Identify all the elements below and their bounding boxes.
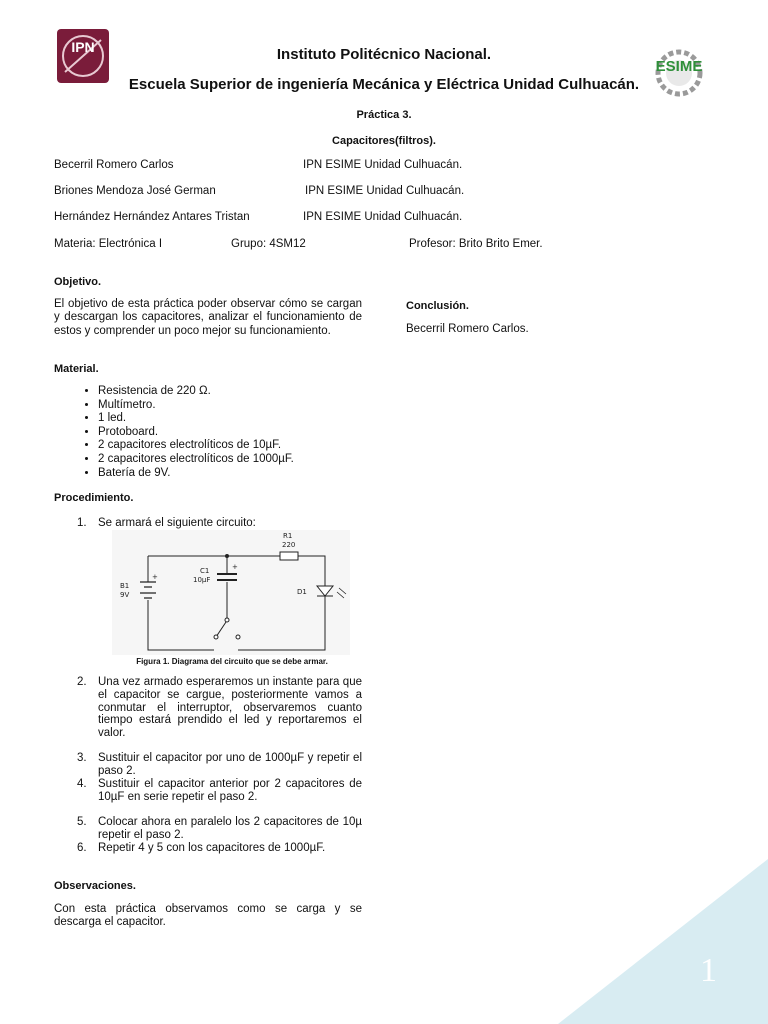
material-heading: Material. [54, 363, 99, 375]
resistor-value-label: 220 [282, 541, 296, 549]
figure-caption: Figura 1. Diagrama del circuito que se debe armar. [136, 657, 328, 666]
author-affiliation: IPN ESIME Unidad Culhuacán. [303, 159, 463, 171]
step-number: 5. [77, 816, 87, 828]
switch-contact [225, 618, 229, 622]
step-text: Repetir 4 y 5 con los capacitores de 1000µF. [98, 842, 326, 854]
procedure-heading: Procedimiento. [54, 492, 134, 504]
list-item: • Multímetro. [98, 399, 374, 413]
switch-contact [236, 635, 240, 639]
step-text: Una vez armado esperaremos un instante para que el capacitor se cargue, posteriormente vamos a conmutar el interruptor, observaremos cuanto tiempo estará prendido el led y reportaremos el valor. [98, 676, 362, 740]
list-item: • 1 led. [98, 412, 374, 426]
step-text: Sustituir el capacitor por uno de 1000µF y repetir el paso 2. [98, 752, 362, 777]
conclusion-text: Becerril Romero Carlos. [406, 323, 529, 335]
list-item: • Protoboard. [98, 426, 374, 440]
step-text: Se armará el siguiente circuito: [98, 517, 256, 529]
professor: Profesor: Brito Brito Emer. [409, 238, 543, 250]
battery-name-label: B1 [120, 582, 130, 590]
observations-text: Con esta práctica observamos como se carga y se descarga el capacitor. [54, 903, 362, 929]
step-number: 1. [77, 517, 87, 529]
step-text: Sustituir el capacitor anterior por 2 capacitores de 10µF en serie repetir el paso 2. [98, 778, 362, 803]
capacitor-plus-label: + [232, 563, 238, 571]
circuit-diagram [112, 530, 350, 655]
battery-value-label: 9V [120, 591, 130, 599]
esime-logo-text: ESIME [655, 58, 703, 75]
author-name: Briones Mendoza José German [54, 185, 216, 197]
step-number: 3. [77, 752, 87, 764]
resistor-r1 [280, 552, 298, 560]
step-number: 6. [77, 842, 87, 854]
author-name: Hernández Hernández Antares Tristan [54, 211, 250, 223]
step-text: Colocar ahora en paralelo los 2 capacitores de 10µ repetir el paso 2. [98, 816, 362, 841]
objective-text: El objetivo de esta práctica poder observar cómo se cargan y descargan los capacitores, analizar el funcionamiento de estos y comprender un poco mejor su funcionamiento. [54, 298, 362, 337]
list-item: • Resistencia de 220 Ω. [98, 385, 374, 399]
corner-decoration [558, 859, 768, 1024]
capacitor-name-label: C1 [200, 567, 210, 575]
switch-contact [214, 635, 218, 639]
junction-dot [225, 554, 229, 558]
list-item: • 2 capacitores electrolíticos de 10µF. [98, 439, 374, 453]
capacitor-value-label: 10µF [193, 576, 211, 584]
step-number: 2. [77, 676, 87, 688]
group: Grupo: 4SM12 [231, 238, 306, 250]
conclusion-heading: Conclusión. [406, 300, 469, 312]
topic-title: Capacitores(filtros). [332, 135, 436, 147]
institute-title: Instituto Politécnico Nacional. [276, 46, 492, 63]
page-number: 1 [700, 952, 717, 989]
author-affiliation: IPN ESIME Unidad Culhuacán. [303, 211, 463, 223]
led-name-label: D1 [297, 588, 307, 596]
list-item: • Batería de 9V. [98, 467, 374, 481]
observations-heading: Observaciones. [54, 880, 136, 892]
material-list [54, 385, 374, 480]
author-affiliation: IPN ESIME Unidad Culhuacán. [305, 185, 465, 197]
list-item: • 2 capacitores electrolíticos de 1000µF. [98, 453, 374, 467]
objective-heading: Objetivo. [54, 276, 102, 288]
resistor-name-label: R1 [283, 532, 293, 540]
author-name: Becerril Romero Carlos [54, 159, 174, 171]
ipn-logo-text: IPN [71, 39, 95, 55]
battery-plus-label: + [152, 573, 158, 581]
practice-title: Práctica 3. [356, 109, 412, 121]
subject: Materia: Electrónica I [54, 238, 163, 250]
step-number: 4. [77, 778, 87, 790]
school-title: Escuela Superior de ingeniería Mecánica y Eléctrica Unidad Culhuacán. [128, 76, 640, 93]
